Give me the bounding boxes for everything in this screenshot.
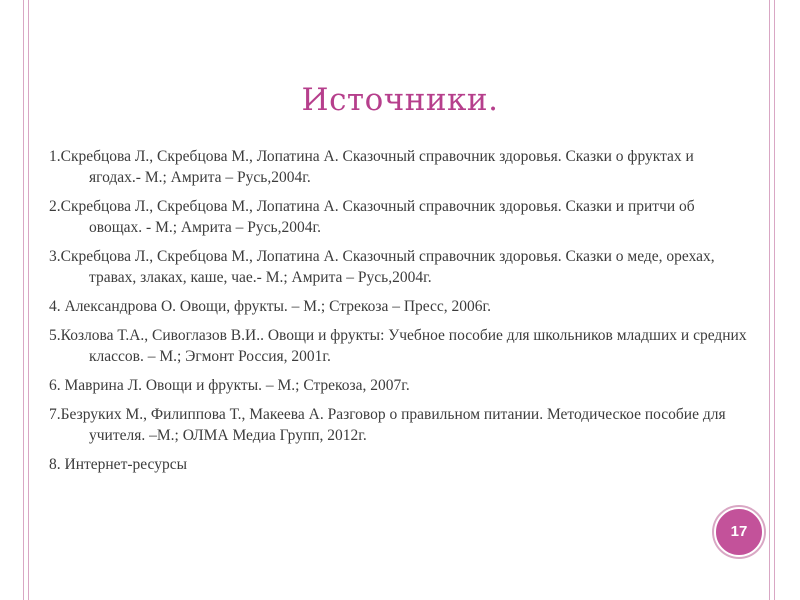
source-item: 4. Александрова О. Овощи, фрукты. – М.; Стрекоза – Пресс, 2006г. <box>49 298 492 315</box>
source-item: 2.Скребцова Л., Скребцова М., Лопатина А. Сказочный справочник здоровья. Сказки и притчи об овощах. - М.; Амрита – Русь,2004г. <box>49 198 695 236</box>
source-item: 8. Интернет-ресурсы <box>49 456 187 473</box>
source-item: 6. Маврина Л. Овощи и фрукты. – М.; Стрекоза, 2007г. <box>49 377 410 394</box>
source-item: 1.Скребцова Л., Скребцова М., Лопатина А. Сказочный справочник здоровья. Сказки о фруктах и ягодах.- М.; Амрита – Русь,2004г. <box>49 148 694 186</box>
sources-list <box>49 146 749 483</box>
source-item: 5.Козлова Т.А., Сивоглазов В.И.. Овощи и фрукты: Учебное пособие для школьников младших и средних классов. – М.; Эгмонт Россия, 2001г. <box>49 327 747 365</box>
page-number-badge: 17 <box>714 507 764 557</box>
slide-title: Источники. <box>301 82 499 118</box>
source-item: 3.Скребцова Л., Скребцова М., Лопатина А. Сказочный справочник здоровья. Сказки о меде, орехах, травах, злаках, каше, чае.- М.; Амрита – Русь,2004г. <box>49 248 715 286</box>
source-item: 7.Безруких М., Филиппова Т., Макеева А. Разговор о правильном питании. Методическое пособие для учителя. –М.; ОЛМА Медиа Групп, 2012г. <box>49 406 726 444</box>
